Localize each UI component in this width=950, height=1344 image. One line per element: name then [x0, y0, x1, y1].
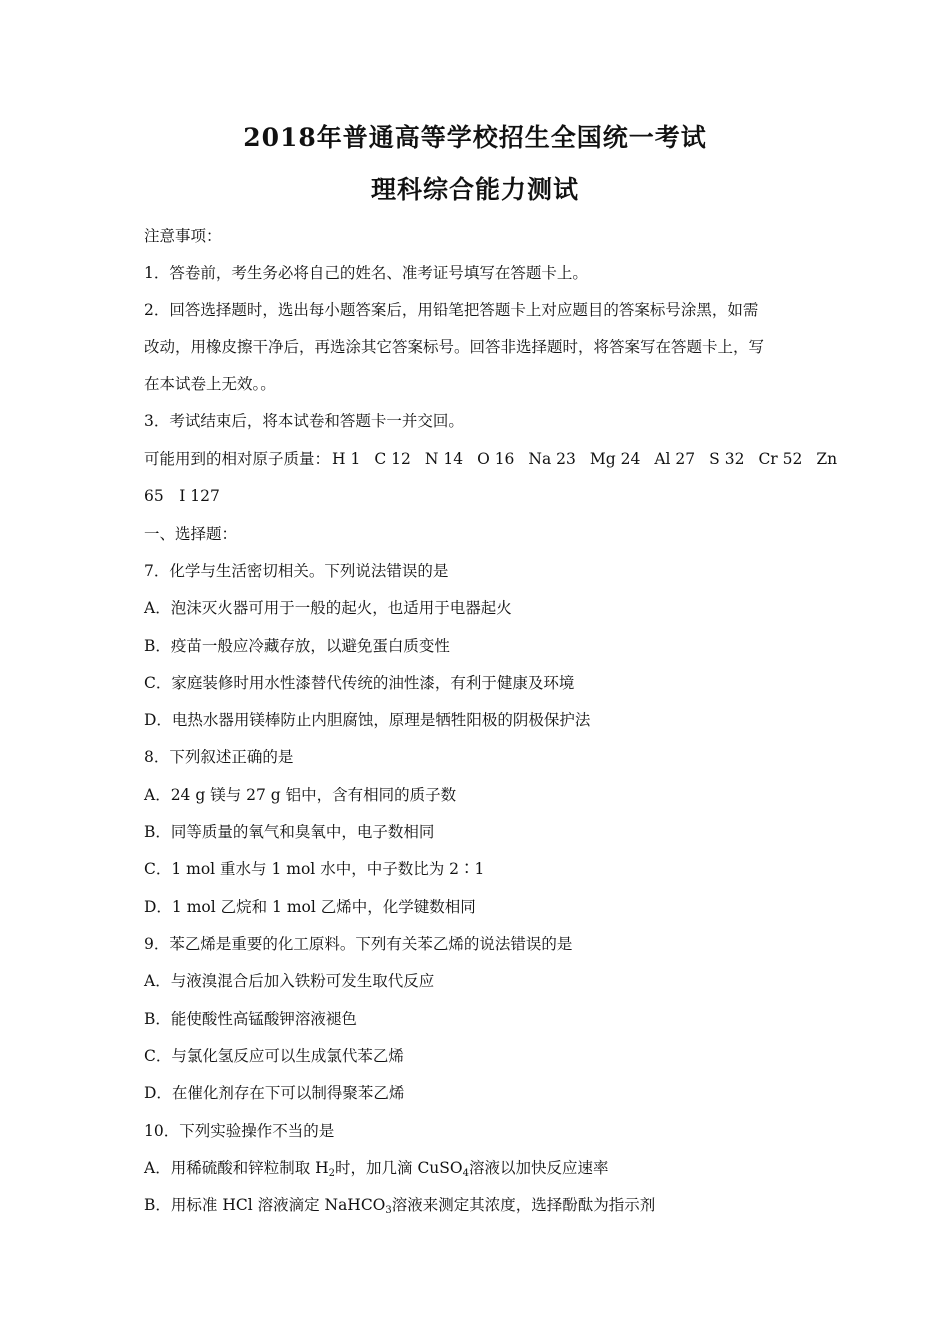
- subscript: 2: [328, 1168, 336, 1179]
- notice-item-1: 1．答卷前，考生务必将自己的姓名、准考证号填写在答题卡上。: [144, 264, 588, 282]
- text-run: B．用标准 HCl 溶液滴定 NaHCO: [144, 1196, 386, 1214]
- text-run: 溶液来测定其浓度，选择酚酞为指示剂: [391, 1196, 656, 1214]
- q10-option-a: [144, 1158, 814, 1184]
- notice-item-2-line-2: 改动，用橡皮擦干净后，再选涂其它答案标号。回答非选择题时，将答案写在答题卡上，写: [144, 338, 765, 356]
- q9-stem: 9．苯乙烯是重要的化工原料。下列有关苯乙烯的说法错误的是: [144, 935, 573, 953]
- q8-option-d: D．1 mol 乙烷和 1 mol 乙烯中，化学键数相同: [144, 898, 476, 916]
- q8-option-b: B．同等质量的氧气和臭氧中，电子数相同: [144, 823, 435, 841]
- q10-option-b: [144, 1195, 814, 1221]
- atomic-mass: N 14: [424, 450, 464, 468]
- q7-option-a: A．泡沫灭火器可用于一般的起火，也适用于电器起火: [144, 599, 512, 617]
- q8-option-a: A．24 g 镁与 27 g 铝中，含有相同的质子数: [144, 786, 457, 804]
- text-run: A．用稀硫酸和锌粒制取 H: [144, 1159, 329, 1177]
- atomic-mass: Zn: [816, 450, 838, 468]
- q9-option-a: A．与液溴混合后加入铁粉可发生取代反应: [144, 972, 435, 990]
- text-run: 溶液以加快反应速率: [469, 1159, 609, 1177]
- atomic-mass: C 12: [374, 450, 411, 468]
- subscript: 3: [385, 1205, 392, 1216]
- q9-option-c: C．与氯化氢反应可以生成氯代苯乙烯: [144, 1047, 404, 1065]
- text-run: 时，加几滴 CuSO: [335, 1159, 463, 1177]
- q7-option-c: C．家庭装修时用水性漆替代传统的油性漆，有利于健康及环境: [144, 674, 575, 692]
- atomic-masses-label: 可能用到的相对原子质量：: [144, 450, 331, 468]
- notice-item-3: 3．考试结束后，将本试卷和答题卡一并交回。: [144, 412, 464, 430]
- section-heading: 一、选择题：: [144, 525, 238, 543]
- atomic-mass: H 1: [332, 450, 361, 468]
- atomic-mass: Mg 24: [589, 450, 641, 468]
- q10-stem: 10．下列实验操作不当的是: [144, 1122, 335, 1140]
- q8-stem: 8．下列叙述正确的是: [144, 748, 294, 766]
- atomic-mass: Na 23: [528, 450, 576, 468]
- atomic-mass: O 16: [477, 450, 515, 468]
- atomic-mass: Al 27: [654, 450, 696, 468]
- notice-heading: 注意事项：: [144, 227, 222, 245]
- atomic-masses: [144, 449, 838, 469]
- exam-title: 2018年普通高等学校招生全国统一考试: [243, 123, 707, 152]
- atomic-mass: Cr 52: [758, 450, 803, 468]
- q7-stem: 7．化学与生活密切相关。下列说法错误的是: [144, 562, 449, 580]
- q9-option-b: B．能使酸性高锰酸钾溶液褪色: [144, 1010, 357, 1028]
- exam-subtitle: 理科综合能力测试: [370, 175, 579, 204]
- q7-option-b: B．疫苗一般应冷藏存放，以避免蛋白质变性: [144, 637, 450, 655]
- atomic-mass: S 32: [709, 450, 745, 468]
- q7-option-d: D．电热水器用镁棒防止内胆腐蚀，原理是牺牲阳极的阴极保护法: [144, 711, 591, 729]
- subscript: 4: [462, 1168, 469, 1179]
- q8-option-c: C．1 mol 重水与 1 mol 水中，中子数比为 2∶1: [144, 860, 485, 878]
- notice-item-2-line-3: 在本试卷上无效。。: [144, 375, 276, 393]
- q9-option-d: D．在催化剂存在下可以制得聚苯乙烯: [144, 1084, 405, 1102]
- atomic-masses-continued: 65 I 127: [144, 487, 220, 505]
- notice-item-2-line-1: 2．回答选择题时，选出每小题答案后，用铅笔把答题卡上对应题目的答案标号涂黑，如需: [144, 301, 759, 319]
